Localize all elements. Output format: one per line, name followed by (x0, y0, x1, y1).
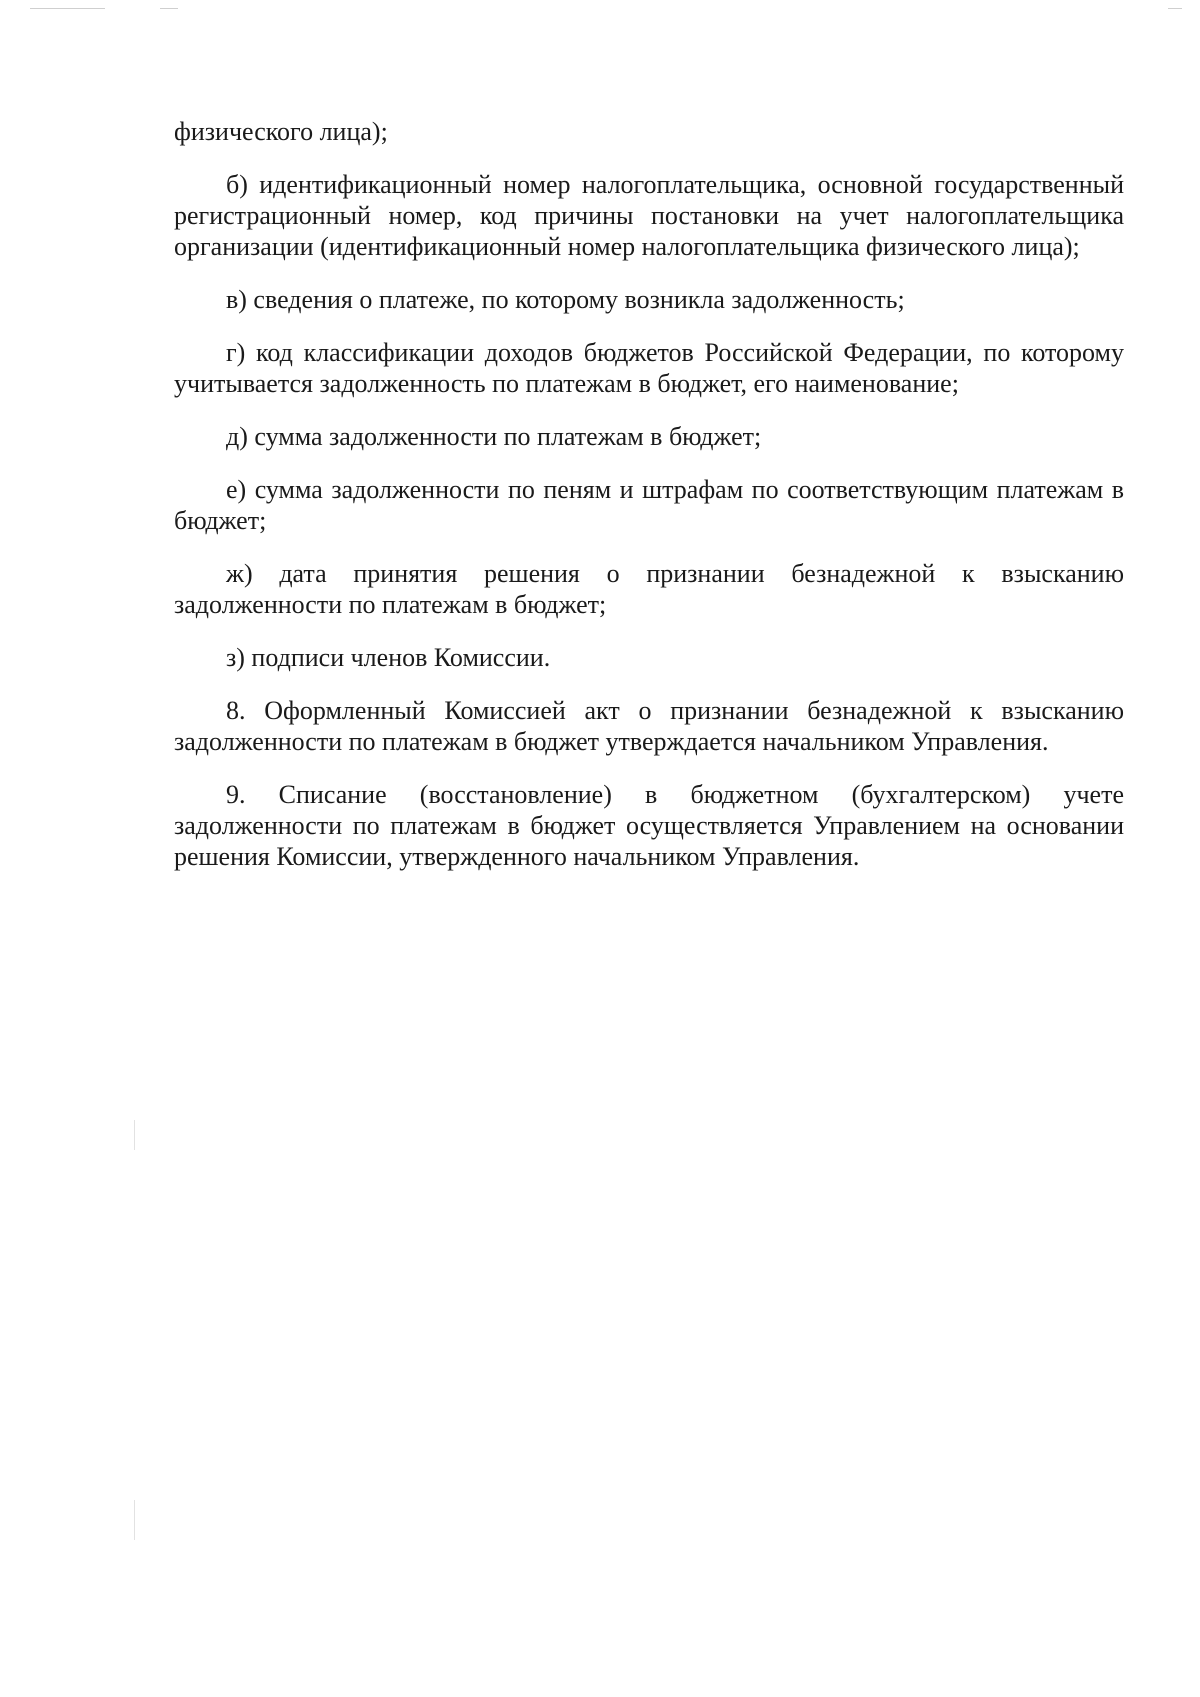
paragraph-item-zh: ж) дата принятия решения о признании безнадежной к взысканию задолженности по платежам в бюджет; (174, 559, 1124, 619)
paragraph-clause-9: 9. Списание (восстановление) в бюджетном (бухгалтерском) учете задолженности по платежам в бюджет осуществляется Управлением на основании решения Комиссии, утвержденного начальником Управления. (174, 780, 1124, 871)
paragraph-item-g: г) код классификации доходов бюджетов Российской Федерации, по которому учитывается задолженность по платежам в бюджет, его наименование; (174, 338, 1124, 398)
paragraph-item-d: д) сумма задолженности по платежам в бюджет; (226, 422, 762, 451)
paragraph-item-z: з) подписи членов Комиссии. (226, 643, 551, 672)
paragraph-item-v: в) сведения о платеже, по которому возникла задолженность; (226, 285, 905, 314)
scan-artifact-top-right (1168, 8, 1182, 9)
paragraph-item-b: б) идентификационный номер налогоплательщика, основной государственный регистрационный номер, код причины постановки на учет налогоплательщика организации (идентификационный номер налогоплательщика физического лица); (174, 170, 1124, 261)
paragraph-item-e: е) сумма задолженности по пеням и штрафам по соответствующим платежам в бюджет; (174, 475, 1124, 535)
document-body (174, 116, 1124, 894)
paragraph-clause-8: 8. Оформленный Комиссией акт о признании безнадежной к взысканию задолженности по платежам в бюджет утверждается начальником Управления. (174, 696, 1124, 756)
paragraph-continuation: физического лица); (174, 117, 388, 146)
scan-artifact-top-left (30, 8, 105, 9)
scan-artifact-left-edge-lower (134, 1500, 135, 1540)
scan-artifact-top-center (160, 8, 178, 9)
scan-artifact-left-edge (134, 1120, 135, 1150)
